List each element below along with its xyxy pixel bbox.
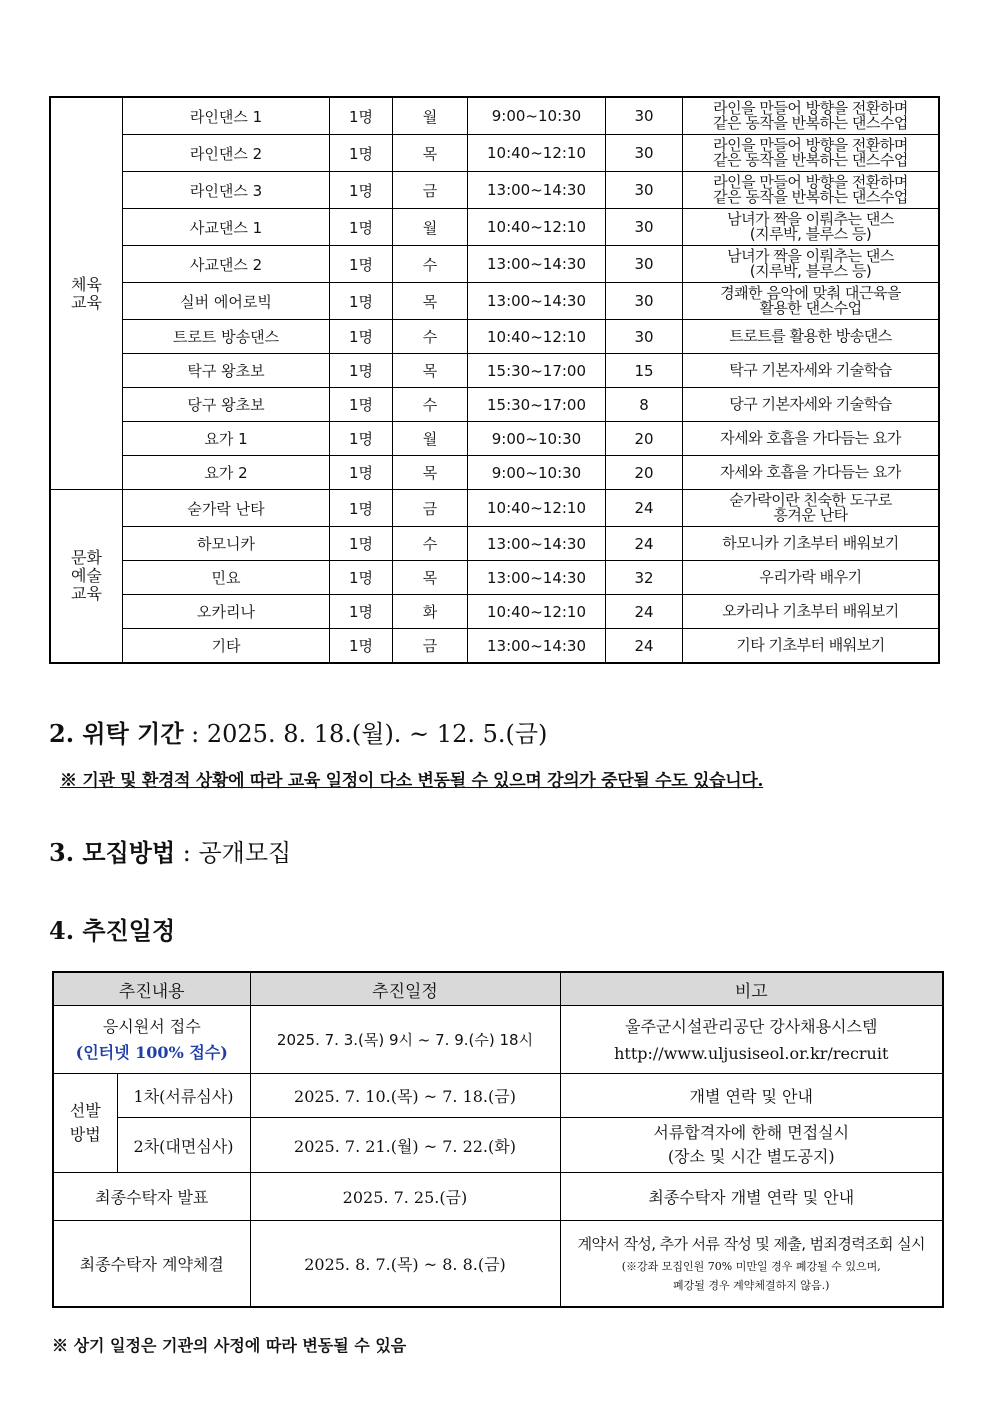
course-count: 1명 [330, 97, 393, 135]
course-desc: 라인을 만들어 방향을 전환하며 같은 동작을 반복하는 댄스수업 [683, 97, 940, 135]
course-count: 1명 [330, 209, 393, 246]
course-count: 1명 [330, 135, 393, 172]
apply-label-note: (인터넷 100% 접수) [75, 1042, 228, 1062]
section-2-sep: : [183, 720, 207, 748]
course-count: 1명 [330, 246, 393, 283]
contract-remark-cell [560, 1221, 943, 1307]
course-time: 15:30~17:00 [468, 388, 606, 422]
course-capacity: 30 [606, 246, 683, 283]
contract-date: 2025. 8. 7.(목) ~ 8. 8.(금) [250, 1221, 560, 1307]
course-count: 1명 [330, 561, 393, 595]
course-desc: 자세와 호흡을 가다듬는 요가 [683, 456, 940, 490]
course-desc: 경쾌한 음악에 맞춰 대근육을 활용한 댄스수업 [683, 283, 940, 320]
contract-remark-note-1: (※강좌 모집인원 70% 미만일 경우 폐강될 수 있으며, [621, 1260, 881, 1274]
course-day: 수 [393, 527, 468, 561]
apply-remark-2: http://www.uljusiseol.or.kr/recruit [614, 1043, 889, 1063]
course-time: 10:40~12:10 [468, 209, 606, 246]
course-capacity: 20 [606, 456, 683, 490]
course-count: 1명 [330, 527, 393, 561]
course-time: 10:40~12:10 [468, 320, 606, 354]
course-row [50, 354, 939, 388]
course-name: 탁구 왕초보 [123, 354, 330, 388]
course-capacity: 30 [606, 209, 683, 246]
course-capacity: 30 [606, 320, 683, 354]
schedule-header-remark: 비고 [560, 972, 943, 1006]
course-row [50, 561, 939, 595]
course-capacity: 30 [606, 283, 683, 320]
course-row [50, 456, 939, 490]
course-desc: 라인을 만들어 방향을 전환하며 같은 동작을 반복하는 댄스수업 [683, 172, 940, 209]
course-name: 요가 1 [123, 422, 330, 456]
course-day: 금 [393, 490, 468, 527]
course-time: 13:00~14:30 [468, 561, 606, 595]
course-time: 10:40~12:10 [468, 595, 606, 629]
course-row [50, 172, 939, 209]
apply-date: 2025. 7. 3.(목) 9시 ~ 7. 9.(수) 18시 [250, 1006, 560, 1074]
course-name: 사교댄스 1 [123, 209, 330, 246]
section-2-value: 2025. 8. 18.(월). ~ 12. 5.(금) [206, 720, 548, 748]
selection-label: 선발 방법 [53, 1074, 117, 1173]
course-day: 수 [393, 388, 468, 422]
course-capacity: 24 [606, 595, 683, 629]
course-name: 라인댄스 2 [123, 135, 330, 172]
section-3-title: 3. 모집방법 [49, 838, 176, 867]
course-row [50, 490, 939, 527]
course-day: 목 [393, 283, 468, 320]
schedule-table [52, 971, 944, 1308]
course-capacity: 8 [606, 388, 683, 422]
course-day: 금 [393, 172, 468, 209]
schedule-row-second [53, 1118, 943, 1173]
course-row [50, 422, 939, 456]
course-time: 10:40~12:10 [468, 135, 606, 172]
course-desc: 당구 기본자세와 기술학습 [683, 388, 940, 422]
course-day: 수 [393, 246, 468, 283]
contract-remark-note-2: 폐강될 경우 계약체결하지 않음.) [673, 1279, 830, 1293]
apply-label-cell [53, 1006, 250, 1074]
course-name: 사교댄스 2 [123, 246, 330, 283]
course-row [50, 320, 939, 354]
course-capacity: 30 [606, 97, 683, 135]
category-label: 문화 예술 교육 [50, 490, 123, 664]
second-date: 2025. 7. 21.(월) ~ 7. 22.(화) [250, 1118, 560, 1173]
course-name: 기타 [123, 629, 330, 664]
course-capacity: 32 [606, 561, 683, 595]
course-name: 트로트 방송댄스 [123, 320, 330, 354]
second-remark-2: (장소 및 시간 별도공지) [667, 1147, 835, 1166]
course-table [49, 96, 940, 664]
course-row [50, 527, 939, 561]
course-desc: 라인을 만들어 방향을 전환하며 같은 동작을 반복하는 댄스수업 [683, 135, 940, 172]
contract-label: 최종수탁자 계약체결 [53, 1221, 250, 1307]
course-name: 요가 2 [123, 456, 330, 490]
schedule-row-apply [53, 1006, 943, 1074]
course-time: 9:00~10:30 [468, 456, 606, 490]
course-day: 월 [393, 422, 468, 456]
course-count: 1명 [330, 595, 393, 629]
course-table-body [50, 97, 939, 663]
first-remark: 개별 연락 및 안내 [560, 1074, 943, 1118]
course-count: 1명 [330, 456, 393, 490]
course-desc: 자세와 호흡을 가다듬는 요가 [683, 422, 940, 456]
course-day: 목 [393, 354, 468, 388]
schedule-header-content: 추진내용 [53, 972, 250, 1006]
section-4-title: 4. 추진일정 [49, 916, 176, 945]
second-remark-1: 서류합격자에 한해 면접실시 [653, 1123, 850, 1142]
course-capacity: 30 [606, 135, 683, 172]
bottom-note: ※ 상기 일정은 기관의 사정에 따라 변동될 수 있음 [52, 1336, 407, 1355]
announce-remark: 최종수탁자 개별 연락 및 안내 [560, 1173, 943, 1221]
course-capacity: 20 [606, 422, 683, 456]
course-row [50, 283, 939, 320]
schedule-row-first [53, 1074, 943, 1118]
course-desc: 탁구 기본자세와 기술학습 [683, 354, 940, 388]
course-count: 1명 [330, 490, 393, 527]
course-desc: 숟가락이란 친숙한 도구로 흥겨운 난타 [683, 490, 940, 527]
second-remark-cell [560, 1118, 943, 1173]
course-count: 1명 [330, 172, 393, 209]
course-name: 라인댄스 3 [123, 172, 330, 209]
contract-remark: 계약서 작성, 추가 서류 작성 및 제출, 범죄경력조회 실시 [577, 1235, 925, 1254]
schedule-row-contract [53, 1221, 943, 1307]
apply-remark-1: 울주군시설관리공단 강사채용시스템 [625, 1016, 878, 1036]
course-name: 실버 에어로빅 [123, 283, 330, 320]
course-name: 민요 [123, 561, 330, 595]
course-count: 1명 [330, 283, 393, 320]
section-3-sep: : [175, 839, 199, 867]
course-name: 당구 왕초보 [123, 388, 330, 422]
course-time: 13:00~14:30 [468, 283, 606, 320]
course-count: 1명 [330, 320, 393, 354]
course-time: 13:00~14:30 [468, 629, 606, 664]
course-name: 라인댄스 1 [123, 97, 330, 135]
apply-remark-cell [560, 1006, 943, 1074]
course-day: 월 [393, 209, 468, 246]
course-time: 10:40~12:10 [468, 490, 606, 527]
apply-label: 응시원서 접수 [102, 1016, 201, 1036]
section-3-heading [49, 833, 291, 868]
course-day: 월 [393, 97, 468, 135]
course-day: 수 [393, 320, 468, 354]
course-day: 금 [393, 629, 468, 664]
course-row [50, 97, 939, 135]
course-capacity: 24 [606, 490, 683, 527]
schedule-row-announce [53, 1173, 943, 1221]
course-time: 9:00~10:30 [468, 97, 606, 135]
course-capacity: 24 [606, 629, 683, 664]
course-name: 하모니카 [123, 527, 330, 561]
course-capacity: 30 [606, 172, 683, 209]
course-time: 13:00~14:30 [468, 172, 606, 209]
course-desc: 남녀가 짝을 이뤄추는 댄스 (지루박, 블루스 등) [683, 246, 940, 283]
course-time: 9:00~10:30 [468, 422, 606, 456]
course-capacity: 15 [606, 354, 683, 388]
course-name: 오카리나 [123, 595, 330, 629]
course-count: 1명 [330, 629, 393, 664]
first-date: 2025. 7. 10.(목) ~ 7. 18.(금) [250, 1074, 560, 1118]
category-label: 체육 교육 [50, 97, 123, 490]
first-label: 1차(서류심사) [117, 1074, 250, 1118]
course-desc: 트로트를 활용한 방송댄스 [683, 320, 940, 354]
course-desc: 남녀가 짝을 이뤄추는 댄스 (지루박, 블루스 등) [683, 209, 940, 246]
section-2-title: 2. 위탁 기간 [49, 719, 184, 748]
schedule-header-row [53, 972, 943, 1006]
course-count: 1명 [330, 388, 393, 422]
course-row [50, 595, 939, 629]
course-row [50, 388, 939, 422]
section-2-note: ※ 기관 및 환경적 상황에 따라 교육 일정이 다소 변동될 수 있으며 강의가 중단될 수도 있습니다. [60, 771, 764, 791]
announce-date: 2025. 7. 25.(금) [250, 1173, 560, 1221]
course-desc: 기타 기초부터 배워보기 [683, 629, 940, 664]
course-row [50, 246, 939, 283]
course-capacity: 24 [606, 527, 683, 561]
section-2-heading [49, 714, 547, 749]
course-desc: 하모니카 기초부터 배워보기 [683, 527, 940, 561]
course-day: 목 [393, 135, 468, 172]
course-row [50, 135, 939, 172]
course-desc: 우리가락 배우기 [683, 561, 940, 595]
course-row [50, 629, 939, 664]
course-time: 13:00~14:30 [468, 527, 606, 561]
course-time: 13:00~14:30 [468, 246, 606, 283]
course-time: 15:30~17:00 [468, 354, 606, 388]
course-day: 목 [393, 456, 468, 490]
course-day: 목 [393, 561, 468, 595]
schedule-header-date: 추진일정 [250, 972, 560, 1006]
course-count: 1명 [330, 422, 393, 456]
section-3-value: 공개모집 [198, 839, 292, 867]
course-day: 화 [393, 595, 468, 629]
course-desc: 오카리나 기초부터 배워보기 [683, 595, 940, 629]
section-4-heading [49, 911, 175, 946]
announce-label: 최종수탁자 발표 [53, 1173, 250, 1221]
course-name: 숟가락 난타 [123, 490, 330, 527]
second-label: 2차(대면심사) [117, 1118, 250, 1173]
course-row [50, 209, 939, 246]
course-count: 1명 [330, 354, 393, 388]
